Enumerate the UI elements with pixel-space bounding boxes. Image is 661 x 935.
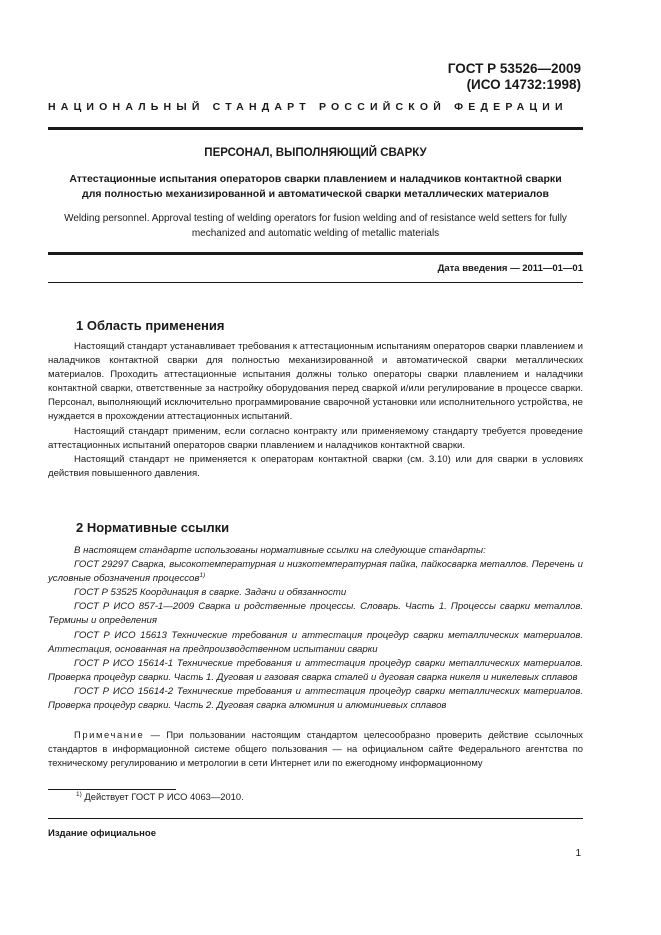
section-1-body <box>48 340 583 481</box>
note-paragraph <box>48 728 583 770</box>
subtitle-ru <box>48 172 583 202</box>
section-1-paragraph: Настоящий стандарт не применяется к операторам контактной сварки (см. 3.10) или для сварки в условиях действия повышенного давления. <box>48 453 583 479</box>
note-text: — При пользовании настоящим стандартом целесообразно проверить действие ссылочных стандартов в информационной системе общего пользования — на официальном сайте Федерального агентства по техническому регулированию и метрологии в сети Интернет или по ежегодному информационному <box>48 729 583 769</box>
title-rule <box>48 252 583 255</box>
footer-rule <box>48 818 583 819</box>
section-1-paragraph: Настоящий стандарт устанавливает требования к аттестационным испытаниям операторов сварки плавлением и наладчиков контактной сварки для полностью механизированной и автоматической сварки металлических материалов. Проходить аттестационные испытания должны только операторы сварки плавлением и наладчики контактной сварки, ответственные за настройку оборудования перед сваркой и/или регулирование в процессе сварки. Персонал, выполняющий исключительно программирование сварочной установки или исполнительного устройства, не нуждается в прохождении аттестационных испытаний. <box>48 341 583 423</box>
reference-item: ГОСТ Р ИСО 15614-2 Технические требования и аттестация процедур сварки металлических материалов. Проверка процедур сварки. Часть 2. Дуговая сварка алюминия и алюминиевых сплавов <box>48 685 583 712</box>
footnote-marker: 1) <box>199 572 206 579</box>
note-label: Примечание <box>74 729 145 740</box>
reference-item: ГОСТ Р ИСО 15613 Технические требования и аттестация процедур сварки металлических материалов. Аттестация, основанная на предпроизводственном испытании сварки <box>48 629 583 655</box>
section-1-paragraph: Настоящий стандарт применим, если согласно контракту или применяемому стандарту требуется проведение аттестационных испытаний операторов сварки плавлением и наладчиков контактной сварки. <box>48 425 583 451</box>
subtitle-en-line2: mechanized and automatic welding of metallic materials <box>191 228 440 239</box>
iso-code: (ИСО 14732:1998) <box>466 77 581 92</box>
normative-references <box>48 544 583 713</box>
introduction-date: Дата введения — 2011—01—01 <box>437 263 583 274</box>
section-1-heading: 1 Область применения <box>76 318 225 333</box>
standard-code: ГОСТ Р 53526—2009 <box>447 61 581 76</box>
subtitle-ru-line1: Аттестационные испытания операторов сварки плавлением и наладчиков контактной сварки <box>69 173 562 185</box>
header-rule <box>48 127 583 130</box>
section-2-heading: 2 Нормативные ссылки <box>76 520 230 535</box>
date-rule <box>48 282 583 283</box>
footnote-mark: 1) <box>76 790 82 798</box>
reference-item: ГОСТ Р ИСО 15614-1 Технические требования и аттестация процедур сварки металлических материалов. Проверка процедур сварки. Часть 1. Дуговая и газовая сварка сталей и дуговая сварка никеля и никелевых сплавов <box>48 657 583 683</box>
subtitle-ru-line2: для полностью механизированной и автоматической сварки металлических материалов <box>82 188 549 200</box>
national-standard-banner: НАЦИОНАЛЬНЫЙ СТАНДАРТ РОССИЙСКОЙ ФЕДЕРАЦИИ <box>48 101 568 113</box>
reference-item: ГОСТ Р ИСО 857-1—2009 Сварка и родственные процессы. Словарь. Часть 1. Процессы сварки металлов. Термины и определения <box>48 601 583 627</box>
note-block <box>48 728 583 770</box>
page-number: 1 <box>575 848 581 859</box>
subtitle-en-line1: Welding personnel. Approval testing of welding operators for fusion welding and of resistance weld setters for fully <box>64 213 567 224</box>
official-edition-label: Издание официальное <box>48 828 156 839</box>
footnote <box>76 791 244 802</box>
reference-text: ГОСТ 29297 Сварка, высокотемпературная и низкотемпературная пайка, пайкосварка металлов. Перечень и условные обозначения процессов <box>48 559 583 585</box>
reference-item: ГОСТ Р 53525 Координация в сварке. Задачи и обязанности <box>74 587 347 599</box>
reference-item <box>48 558 583 586</box>
subtitle-en <box>48 211 583 241</box>
references-intro: В настоящем стандарте использованы нормативные ссылки на следующие стандарты: <box>74 545 486 556</box>
footnote-text: Действует ГОСТ Р ИСО 4063—2010. <box>84 791 244 802</box>
footnote-rule <box>48 789 176 790</box>
document-title: ПЕРСОНАЛ, ВЫПОЛНЯЮЩИЙ СВАРКУ <box>204 147 427 159</box>
